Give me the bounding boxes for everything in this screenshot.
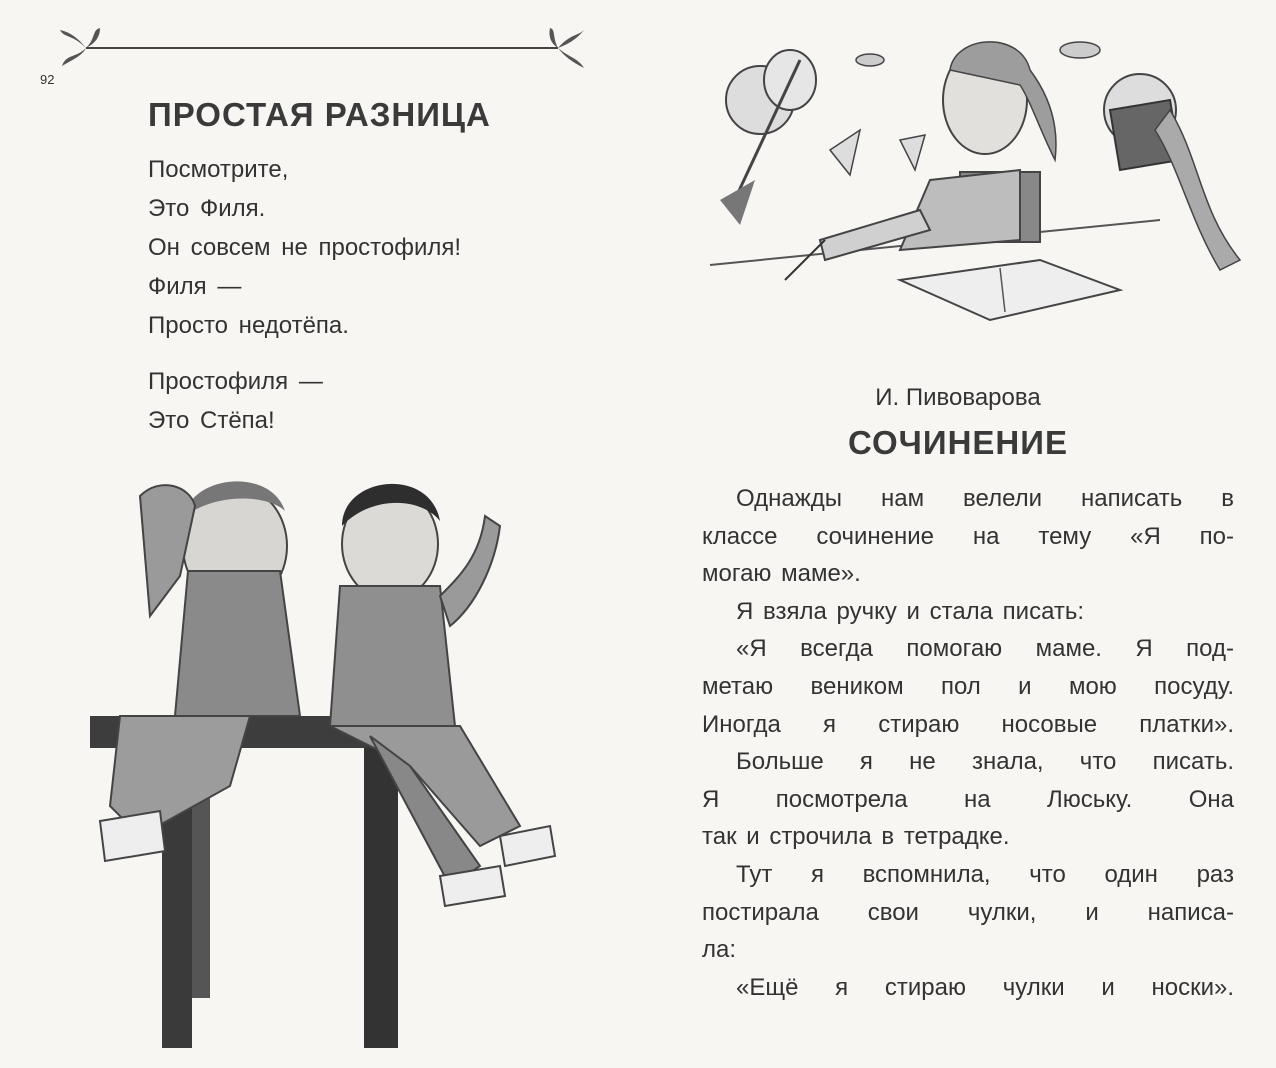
poem-line: Это Филя. [148,195,266,222]
story-line: метаю веником пол и мою посуду. [702,672,1234,700]
story-paragraph [702,856,1234,969]
poem-line: Просто недотёпа. [148,312,349,339]
story-title: СОЧИНЕНИЕ [848,424,1068,461]
story-line: так и строчила в тетрадке. [702,823,1010,851]
story-paragraph [702,743,1234,856]
story-author: И. Пивоварова [875,384,1041,411]
poem-line: Это Стёпа! [148,407,275,434]
girl-dreaming-illustration [700,10,1260,340]
poem-line: Филя — [148,273,242,300]
poem-stanza-2 [148,362,323,440]
story-paragraph [702,630,1234,743]
story-line: классе сочинение на тему «Я по- [702,522,1234,550]
story-line: Однажды нам велели написать в [736,485,1234,512]
story-line: «Я всегда помогаю маме. Я под- [736,635,1234,663]
story-line: Я взяла ручку и стала писать: [736,597,1085,625]
story-line: Больше я не знала, что писать. [736,748,1234,776]
poem-line: Простофиля — [148,368,323,395]
ornament-divider [58,28,588,78]
notebook [900,260,1120,320]
story-paragraph [702,969,1234,1007]
story-line: «Ещё я стираю чулки и носки». [736,973,1234,1001]
story-line: Тут я вспомнила, что один раз [736,860,1234,888]
story-line: ла: [702,936,737,964]
story-paragraph [702,480,1234,593]
right-page [640,0,1276,1068]
poem-line: Посмотрите, [148,156,289,183]
poem-line: Он совсем не простофиля! [148,234,462,261]
poem-stanza-1 [148,150,461,345]
story-line: Иногда я стираю носовые платки». [702,710,1234,738]
story-paragraph [702,593,1234,631]
story-line: могаю маме». [702,560,861,588]
page-number: 92 [40,72,55,87]
story-line: постирала свои чулки, и написа- [702,898,1234,926]
story-body [702,480,1234,1006]
poem-title: ПРОСТАЯ РАЗНИЦА [148,96,491,133]
story-line: Я посмотрела на Люську. Она [702,785,1234,813]
two-boys-illustration [80,466,580,1056]
